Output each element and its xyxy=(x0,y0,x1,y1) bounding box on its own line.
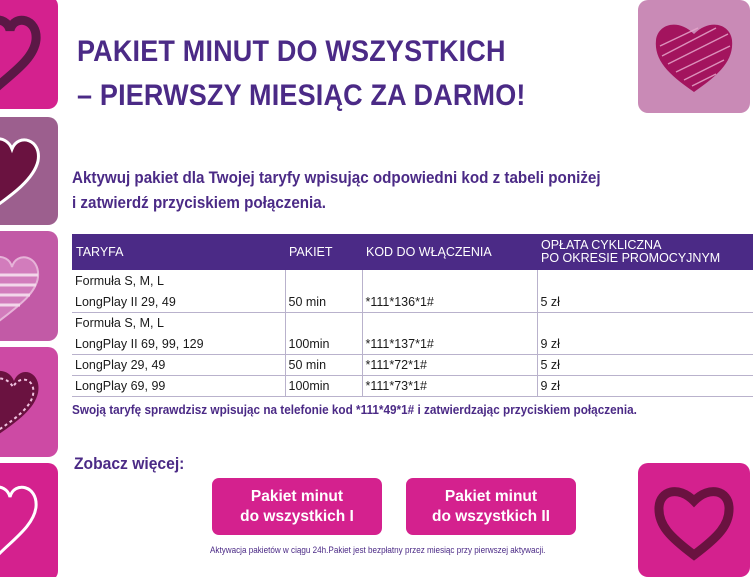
decor-tile-top-right xyxy=(638,0,750,113)
cell-tariff-line-2: LongPlay II 69, 99, 129 xyxy=(75,336,204,351)
table-header-row xyxy=(72,234,753,270)
activation-footnote: Aktywacja pakietów w ciągu 24h.Pakiet jest bezpłatny przez miesiąc przy pierwszej aktywacji. xyxy=(210,545,546,555)
cell-package: 100min xyxy=(285,375,362,396)
package-2-button-line-1: Pakiet minut xyxy=(444,487,538,505)
striped-heart-icon xyxy=(0,231,58,341)
cell-package: 100min xyxy=(285,312,362,354)
cell-fee: 9 zł xyxy=(537,375,753,396)
cell-tariff xyxy=(72,312,285,354)
decor-tile-2 xyxy=(0,117,58,225)
cell-tariff-line-1: Formuła S, M, L xyxy=(75,315,164,330)
header-package: PAKIET xyxy=(285,234,362,270)
table-row xyxy=(72,270,753,312)
cell-tariff xyxy=(72,270,285,312)
cell-fee: 5 zł xyxy=(537,354,753,375)
cell-package: 50 min xyxy=(285,270,362,312)
page-title-line-1: PAKIET MINUT DO WSZYSTKICH xyxy=(77,35,506,68)
cell-fee: 9 zł xyxy=(537,312,753,354)
cell-tariff: LongPlay 29, 49 xyxy=(72,354,285,375)
cell-code: *111*137*1# xyxy=(362,312,537,354)
intro-text xyxy=(72,166,698,216)
heart-outline-icon xyxy=(638,463,750,577)
cell-code: *111*136*1# xyxy=(362,270,537,312)
page-title xyxy=(77,30,563,118)
cell-code: *111*73*1# xyxy=(362,375,537,396)
table-row xyxy=(72,354,753,375)
package-1-button[interactable] xyxy=(212,478,382,535)
heart-outline-icon xyxy=(0,0,58,109)
tariff-check-note: Swoją taryfę sprawdzisz wpisując na telefonie kod *111*49*1# i zatwierdzając przyciskiem połączenia. xyxy=(72,403,637,417)
page-title-line-2: – PIERWSZY MIESIĄC ZA DARMO! xyxy=(77,79,526,112)
decor-tile-4 xyxy=(0,347,58,457)
see-more-label: Zobacz więcej: xyxy=(74,454,185,473)
cell-code: *111*72*1# xyxy=(362,354,537,375)
decor-tile-5 xyxy=(0,463,58,577)
header-fee xyxy=(537,234,753,270)
header-code: KOD DO WŁĄCZENIA xyxy=(362,234,537,270)
cell-tariff-line-2: LongPlay II 29, 49 xyxy=(75,294,176,309)
intro-line-1: Aktywuj pakiet dla Twojej taryfy wpisując odpowiedni kod z tabeli poniżej xyxy=(72,169,601,187)
table-row xyxy=(72,375,753,396)
sketched-heart-icon xyxy=(638,0,750,113)
package-1-button-line-1: Pakiet minut xyxy=(250,487,344,505)
package-2-button-line-2: do wszystkich II xyxy=(431,507,550,525)
header-tariff: TARYFA xyxy=(72,234,285,270)
header-fee-line-2: PO OKRESIE PROMOCYJNYM xyxy=(541,251,721,265)
tariff-table xyxy=(72,234,753,397)
stitched-heart-icon xyxy=(0,347,58,457)
decor-tile-bottom-right xyxy=(638,463,750,577)
table-row xyxy=(72,312,753,354)
cell-tariff-line-1: Formuła S, M, L xyxy=(75,273,164,288)
decor-tile-1 xyxy=(0,0,58,109)
heart-outline-icon xyxy=(0,463,58,577)
decor-tile-3 xyxy=(0,231,58,341)
package-2-button[interactable] xyxy=(406,478,576,535)
header-fee-line-1: OPŁATA CYKLICZNA xyxy=(541,238,662,252)
cell-package: 50 min xyxy=(285,354,362,375)
heart-outline-icon xyxy=(0,117,58,225)
package-1-button-line-2: do wszystkich I xyxy=(240,507,354,525)
intro-line-2: i zatwierdź przyciskiem połączenia. xyxy=(72,194,326,212)
cell-tariff: LongPlay 69, 99 xyxy=(72,375,285,396)
cell-fee: 5 zł xyxy=(537,270,753,312)
